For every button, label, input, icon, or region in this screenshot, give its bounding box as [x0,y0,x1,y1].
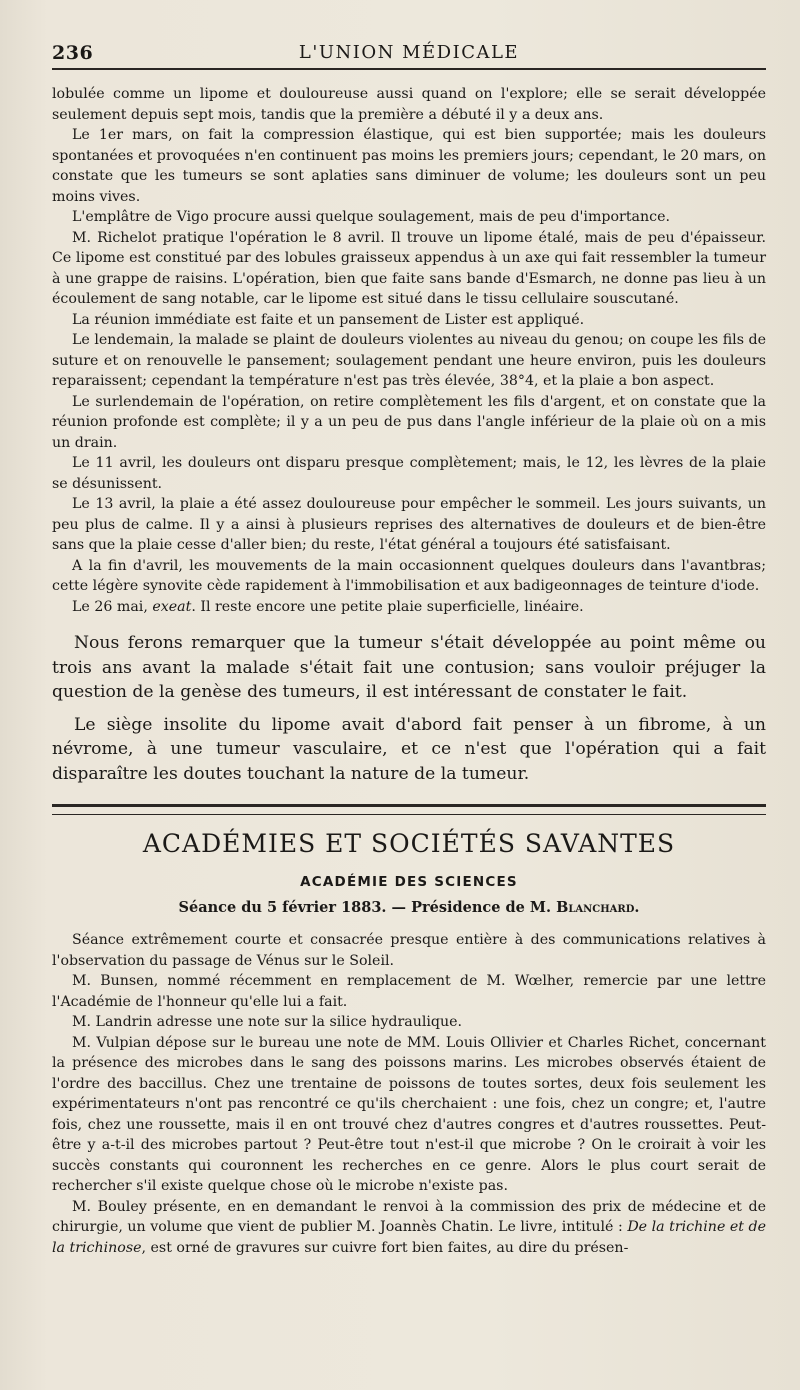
bouley-paragraph [52,1197,766,1259]
exeat-paragraph [52,597,766,618]
academy-paragraph: Séance extrêmement courte et consacrée presque entière à des communications relatives à l'observation du passage de Vénus sur le Soleil. [52,932,766,969]
case-paragraph: M. Richelot pratique l'opération le 8 avril. Il trouve un lipome étalé, mais de peu d'épaisseur. Ce lipome est constitué par des lobules graisseux appendus à un axe qui fait ressembler la tumeur à une grappe de raisins. L'opération, bien que faite sans bande d'Esmarch, ne donne pas lieu à un écoulement de sang notable, car le lipome est situé dans le tissu cellulaire souscutané. [52,229,766,307]
section-title: ACADÉMIES ET SOCIÉTÉS SAVANTES [142,829,676,858]
case-paragraph: lobulée comme un lipome et douloureuse aussi quand on l'explore; elle se serait développée seulement depuis sept mois, tandis que la première a débuté il y a deux ans. [52,86,766,123]
commentary-paragraph: Nous ferons remarquer que la tumeur s'était développée au point même ou trois ans avant la malade s'était fait une contusion; sans vouloir préjuger la question de la genèse des tumeurs, il est intéressant de constater le fait. [52,633,766,702]
exeat-italic: exeat [152,598,192,615]
case-paragraph: La réunion immédiate est faite et un pansement de Lister est appliqué. [72,311,585,328]
subsection-title: ACADÉMIE DES SCIENCES [300,874,518,890]
exeat-before: Le 26 mai, [72,598,153,615]
commentary [52,631,766,786]
president-name: Blanchard [556,899,635,916]
section-divider [52,804,766,815]
running-head: L'UNION MÉDICALE [298,42,520,63]
case-report [52,84,766,617]
case-paragraph: Le surlendemain de l'opération, on retire complètement les fils d'argent, et on constate que la réunion profonde est complète; il y a un peu de pus dans l'angle inférieur de la plaie où on a mis un drain. [52,393,766,451]
case-paragraph: Le 13 avril, la plaie a été assez douloureuse pour empêcher le sommeil. Les jours suivants, un peu plus de calme. Il y a ainsi à plusieurs reprises des alternatives de douleurs et de bien-être sans que la plaie cesse d'aller bien; du reste, l'état général a toujours été satisfaisant. [52,496,766,553]
case-paragraph: L'emplâtre de Vigo procure aussi quelque soulagement, mais de peu d'importance. [72,209,670,225]
case-paragraph: Le lendemain, la malade se plaint de douleurs violentes au niveau du genou; on coupe les fils de suture et on renouvelle le pansement; soulagement pendant une heure environ, puis les douleurs reparaissent; cependant la température n'est pas très élevée, 38°4, et la plaie a bon aspect. [52,332,766,389]
page-header [52,38,766,70]
case-paragraph: Le 1er mars, on fait la compression élastique, qui est bien supportée; mais les douleurs spontanées et provoquées n'en continuent pas moins les premiers jours; cependant, le 20 mars, on constate que les tumeurs se sont aplaties sans diminuer de volume; les douleurs sont un peu moins vives. [52,127,766,205]
bouley-italic: De la trichine et de la trichinose [52,1219,766,1256]
session-suffix: . [634,899,640,916]
exeat-after: . Il reste encore une petite plaie superficielle, linéaire. [191,598,584,615]
case-paragraph: A la fin d'avril, les mouvements de la main occasionnent quelques douleurs dans l'avantbras; cette légère synovite cède rapidement à l'immobilisation et aux badigeonnages de teinture d'iode. [52,557,766,594]
academy-report [52,930,766,1258]
bouley-after: , est orné de gravures sur cuivre fort bien faites, au dire du présen- [141,1239,629,1256]
bouley-before: M. Bouley présente, en en demandant le renvoi à la commission des prix de médecine et de chirurgie, un volume que vient de publier M. Joannès Chatin. Le livre, intitulé : [52,1198,766,1235]
case-paragraph: Le 11 avril, les douleurs ont disparu presque complètement; mais, le 12, les lèvres de la plaie se désunissent. [52,455,766,492]
commentary-paragraph: Le siège insolite du lipome avait d'abord fait penser à un fibrome, à un névrome, à une tumeur vasculaire, et ce n'est que l'opération qui a fait disparaître les doutes touchant la nature de la tumeur. [52,714,766,784]
page-number: 236 [52,42,94,64]
academy-paragraph: M. Vulpian dépose sur le bureau une note de MM. Louis Ollivier et Charles Richet, concernant la présence des microbes dans le sang des poissons marins. Les microbes observés étaient de l'ordre des baccillus. Chez une trentaine de poissons de toutes sortes, deux fois seulement les expérimentateurs n'ont pas rencontré ce qu'ils cherchaient : une fois, chez un congre; et, l'autre fois, chez une roussette, mais il en ont trouvé chez d'autres congres et d'autres roussettes. Peut-être y a-t-il des microbes partout ? Peut-être tout n'est-il que microbe ? On le croirait à voir les succès constants qui couronnent les recherches en ce genre. Alors le plus court serait de rechercher s'il existe quelque chose où le microbe n'existe pas. [52,1034,766,1194]
session-prefix: Séance du 5 février 1883. — Présidence de M. [178,899,557,916]
academy-paragraph: M. Bunsen, nommé récemment en remplacement de M. Wœlher, remercie par une lettre l'Académie de l'honneur qu'elle lui a fait. [52,973,766,1010]
session-line [52,899,766,916]
academy-paragraph: M. Landrin adresse une note sur la silice hydraulique. [72,1014,463,1030]
